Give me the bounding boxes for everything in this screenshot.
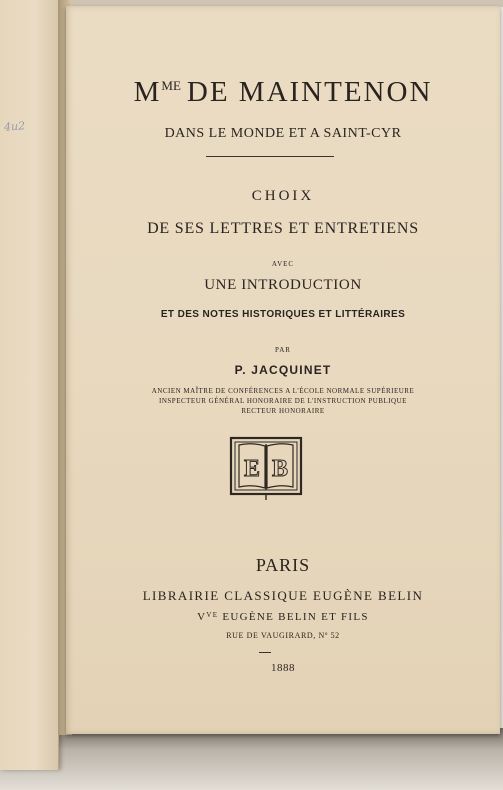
publication-city: PARIS	[255, 555, 311, 575]
facing-page	[0, 0, 59, 770]
open-book-emblem-icon	[229, 436, 303, 500]
par-text: PAR	[275, 346, 291, 354]
publisher-address: RUE DE VAUGIRARD, Nº 52	[226, 631, 340, 640]
book-title: $M^{ME}$ DE MAINTENON	[133, 76, 433, 108]
author-credential: INSPECTEUR GÉNÉRAL HONORAIRE DE L'INSTRUCTION PUBLIQUE	[159, 397, 407, 405]
book-shadow	[0, 728, 503, 790]
title-page	[66, 6, 500, 734]
publisher-successor: $V^{VE}$ EUGÈNE BELIN ET FILS	[197, 611, 369, 623]
author-credential: ANCIEN MAÎTRE DE CONFÉRENCES A L'ÉCOLE NORMALE SUPÉRIEURE	[151, 387, 415, 395]
avec-text: AVEC	[271, 260, 295, 268]
introduction-heading: UNE INTRODUCTION	[204, 277, 362, 293]
notes-line: ET DES NOTES HISTORIQUES ET LITTÉRAIRES	[160, 309, 406, 320]
author-credential: RECTEUR HONORAIRE	[241, 407, 325, 415]
logo-letter-left: E	[243, 456, 261, 482]
pencil-note: 4u2	[3, 119, 26, 134]
book-subtitle: DANS LE MONDE ET A SAINT-CYR	[164, 126, 402, 141]
author-name: P. JACQUINET	[234, 363, 332, 377]
title-rule	[206, 156, 334, 157]
lettres-heading: DE SES LETTRES ET ENTRETIENS	[147, 220, 419, 237]
choix-heading: CHOIX	[251, 188, 315, 204]
publisher-name: LIBRAIRIE CLASSIQUE EUGÈNE BELIN	[142, 588, 424, 603]
year-dash	[259, 652, 271, 653]
logo-letter-right: B	[271, 456, 289, 482]
publication-year: 1888	[271, 662, 295, 674]
